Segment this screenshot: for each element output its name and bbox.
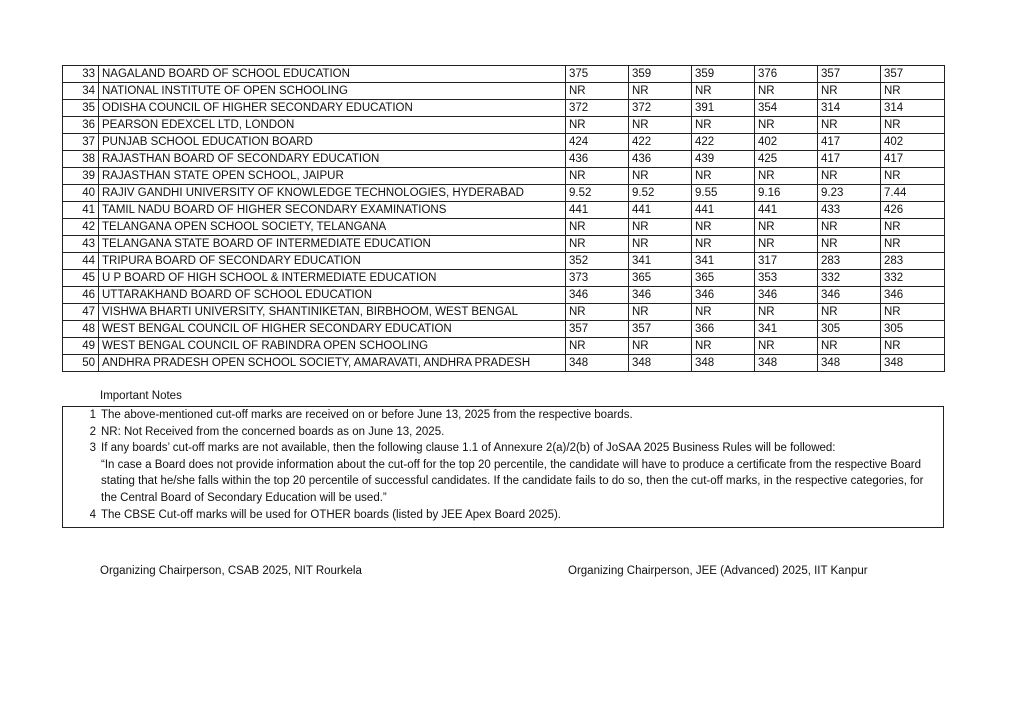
cutoff-value: 365 [629, 270, 692, 287]
cutoff-value: 341 [755, 321, 818, 338]
cutoff-value: 346 [755, 287, 818, 304]
table-row [63, 338, 945, 355]
cutoff-value: NR [818, 338, 881, 355]
note-number: 1 [89, 409, 96, 421]
cutoff-value: NR [755, 304, 818, 321]
note-number: 2 [89, 425, 96, 438]
serial-number: 45 [63, 270, 99, 287]
serial-number: 42 [63, 219, 99, 236]
serial-number: 37 [63, 134, 99, 151]
signature-right: Organizing Chairperson, JEE (Advanced) 2025, IIT Kanpur [568, 565, 868, 577]
note-item [63, 507, 943, 524]
serial-number: 38 [63, 151, 99, 168]
cutoff-value: 354 [755, 100, 818, 117]
serial-number: 43 [63, 236, 99, 253]
table-row [63, 134, 945, 151]
cutoff-value: 9.23 [818, 185, 881, 202]
cutoff-value: NR [692, 219, 755, 236]
board-name: TAMIL NADU BOARD OF HIGHER SECONDARY EXAMINATIONS [99, 202, 566, 219]
cutoff-value: 332 [818, 270, 881, 287]
cutoff-value: NR [881, 83, 945, 100]
cutoff-value: 402 [755, 134, 818, 151]
cutoff-value: 436 [629, 151, 692, 168]
cutoff-value: NR [755, 338, 818, 355]
table-row [63, 287, 945, 304]
board-name: RAJASTHAN STATE OPEN SCHOOL, JAIPUR [99, 168, 566, 185]
cutoff-value: NR [566, 304, 629, 321]
cutoff-value: NR [818, 236, 881, 253]
board-name: RAJIV GANDHI UNIVERSITY OF KNOWLEDGE TECHNOLOGIES, HYDERABAD [99, 185, 566, 202]
cutoff-value: 441 [629, 202, 692, 219]
table-row [63, 151, 945, 168]
cutoff-value: 402 [881, 134, 945, 151]
cutoff-value: NR [692, 168, 755, 185]
cutoff-value: 317 [755, 253, 818, 270]
cutoff-value: 348 [566, 355, 629, 372]
cutoff-value: 346 [881, 287, 945, 304]
cutoff-value: NR [629, 304, 692, 321]
cutoff-value: NR [629, 117, 692, 134]
cutoff-value: 433 [818, 202, 881, 219]
table-row [63, 202, 945, 219]
cutoff-value: NR [755, 236, 818, 253]
cutoff-value: NR [692, 117, 755, 134]
cutoff-value: 372 [629, 100, 692, 117]
table-row [63, 304, 945, 321]
notes-box [62, 406, 944, 528]
cutoff-value: 348 [818, 355, 881, 372]
serial-number: 44 [63, 253, 99, 270]
table-row [63, 66, 945, 83]
cutoff-value: NR [881, 304, 945, 321]
note-quote: “In case a Board does not provide information about the cut-off for the top 20 percentile, the candidate will have to produce a certificate from the respective Board stating that he/she falls within the top 20 percentile of successful candidates. If the candidate fails to do so, then the cut-off marks, in the respective categories, for the Central Board of Secondary Education will be used.” [101, 458, 924, 504]
cutoff-value: NR [818, 83, 881, 100]
cutoff-value: 417 [881, 151, 945, 168]
cutoff-table-body [63, 66, 945, 372]
cutoff-value: 346 [629, 287, 692, 304]
cutoff-value: NR [566, 236, 629, 253]
cutoff-value: 424 [566, 134, 629, 151]
board-name: UTTARAKHAND BOARD OF SCHOOL EDUCATION [99, 287, 566, 304]
board-name: ANDHRA PRADESH OPEN SCHOOL SOCIETY, AMARAVATI, ANDHRA PRADESH [99, 355, 566, 372]
serial-number: 47 [63, 304, 99, 321]
board-name: U P BOARD OF HIGH SCHOOL & INTERMEDIATE EDUCATION [99, 270, 566, 287]
board-name: TRIPURA BOARD OF SECONDARY EDUCATION [99, 253, 566, 270]
board-name: RAJASTHAN BOARD OF SECONDARY EDUCATION [99, 151, 566, 168]
cutoff-value: NR [881, 117, 945, 134]
table-row [63, 168, 945, 185]
cutoff-value: 9.52 [566, 185, 629, 202]
cutoff-value: NR [881, 219, 945, 236]
cutoff-value: 359 [629, 66, 692, 83]
cutoff-value: 314 [818, 100, 881, 117]
table-row [63, 270, 945, 287]
cutoff-value: 9.52 [629, 185, 692, 202]
table-row [63, 100, 945, 117]
note-item [63, 440, 943, 506]
serial-number: 39 [63, 168, 99, 185]
cutoff-value: NR [566, 338, 629, 355]
cutoff-value: 348 [692, 355, 755, 372]
note-item [63, 407, 943, 424]
signature-left: Organizing Chairperson, CSAB 2025, NIT Rourkela [100, 565, 362, 577]
cutoff-value: NR [629, 168, 692, 185]
cutoff-value: NR [755, 117, 818, 134]
note-body [101, 440, 943, 506]
serial-number: 41 [63, 202, 99, 219]
table-row [63, 355, 945, 372]
cutoff-value: NR [692, 236, 755, 253]
table-row [63, 236, 945, 253]
cutoff-value: 283 [881, 253, 945, 270]
serial-number: 48 [63, 321, 99, 338]
cutoff-value: NR [692, 83, 755, 100]
serial-number: 46 [63, 287, 99, 304]
cutoff-value: NR [566, 219, 629, 236]
table-row [63, 253, 945, 270]
cutoff-value: 417 [818, 151, 881, 168]
cutoff-value: NR [629, 83, 692, 100]
cutoff-value: 357 [818, 66, 881, 83]
cutoff-value: NR [692, 338, 755, 355]
cutoff-value: 341 [629, 253, 692, 270]
serial-number: 34 [63, 83, 99, 100]
note-number: 4 [89, 508, 96, 521]
cutoff-value: NR [629, 219, 692, 236]
cutoff-value: 353 [755, 270, 818, 287]
cutoff-value: NR [692, 304, 755, 321]
table-row [63, 321, 945, 338]
cutoff-value: 346 [566, 287, 629, 304]
cutoff-value: NR [755, 219, 818, 236]
board-name: PUNJAB SCHOOL EDUCATION BOARD [99, 134, 566, 151]
board-name: VISHWA BHARTI UNIVERSITY, SHANTINIKETAN, BIRBHOOM, WEST BENGAL [99, 304, 566, 321]
serial-number: 50 [63, 355, 99, 372]
cutoff-value: 9.16 [755, 185, 818, 202]
table-row [63, 219, 945, 236]
cutoff-value: NR [818, 117, 881, 134]
cutoff-value: 365 [692, 270, 755, 287]
cutoff-value: 439 [692, 151, 755, 168]
cutoff-value: 305 [881, 321, 945, 338]
note-text: NR: Not Received from the concerned boards as on June 13, 2025. [101, 425, 445, 438]
cutoff-value: NR [881, 338, 945, 355]
cutoff-value: 352 [566, 253, 629, 270]
note-text: The above-mentioned cut-off marks are received on or before June 13, 2025 from the respective boards. [101, 409, 633, 421]
cutoff-value: 375 [566, 66, 629, 83]
board-name: PEARSON EDEXCEL LTD, LONDON [99, 117, 566, 134]
cutoff-value: 373 [566, 270, 629, 287]
cutoff-value: 346 [692, 287, 755, 304]
board-name: NATIONAL INSTITUTE OF OPEN SCHOOLING [99, 83, 566, 100]
cutoff-value: 357 [629, 321, 692, 338]
note-number: 3 [89, 442, 96, 455]
cutoff-value: 314 [881, 100, 945, 117]
serial-number: 36 [63, 117, 99, 134]
cutoff-value: NR [818, 219, 881, 236]
cutoff-value: NR [818, 168, 881, 185]
cutoff-value: 372 [566, 100, 629, 117]
serial-number: 33 [63, 66, 99, 83]
cutoff-value: NR [755, 168, 818, 185]
note-item [63, 424, 943, 441]
cutoff-value: NR [755, 83, 818, 100]
serial-number: 35 [63, 100, 99, 117]
cutoff-value: NR [629, 338, 692, 355]
cutoff-value: 417 [818, 134, 881, 151]
cutoff-value: 441 [755, 202, 818, 219]
serial-number: 40 [63, 185, 99, 202]
cutoff-value: 348 [881, 355, 945, 372]
notes-title: Important Notes [100, 390, 182, 402]
cutoff-value: 341 [692, 253, 755, 270]
cutoff-value: 422 [629, 134, 692, 151]
serial-number: 49 [63, 338, 99, 355]
cutoff-value: 426 [881, 202, 945, 219]
cutoff-value: 332 [881, 270, 945, 287]
cutoff-value: 348 [755, 355, 818, 372]
board-name: TELANGANA STATE BOARD OF INTERMEDIATE EDUCATION [99, 236, 566, 253]
board-name: WEST BENGAL COUNCIL OF RABINDRA OPEN SCHOOLING [99, 338, 566, 355]
board-name: ODISHA COUNCIL OF HIGHER SECONDARY EDUCATION [99, 100, 566, 117]
cutoff-value: 357 [881, 66, 945, 83]
table-row [63, 185, 945, 202]
cutoff-value: NR [566, 117, 629, 134]
note-text: If any boards’ cut-off marks are not available, then the following clause 1.1 of Annexure 2(a)/2(b) of JoSAA 2025 Business Rules will be followed: [101, 442, 836, 455]
cutoff-value: 436 [566, 151, 629, 168]
cutoff-value: NR [881, 236, 945, 253]
table-row [63, 83, 945, 100]
cutoff-value: 366 [692, 321, 755, 338]
note-text: The CBSE Cut-off marks will be used for OTHER boards (listed by JEE Apex Board 2025). [101, 508, 561, 521]
cutoff-value: 283 [818, 253, 881, 270]
cutoff-value: 441 [692, 202, 755, 219]
cutoff-value: NR [818, 304, 881, 321]
cutoff-value: 9.55 [692, 185, 755, 202]
cutoff-table [62, 65, 945, 372]
cutoff-value: 376 [755, 66, 818, 83]
cutoff-value: 359 [692, 66, 755, 83]
board-name: NAGALAND BOARD OF SCHOOL EDUCATION [99, 66, 566, 83]
board-name: WEST BENGAL COUNCIL OF HIGHER SECONDARY EDUCATION [99, 321, 566, 338]
cutoff-value: 425 [755, 151, 818, 168]
cutoff-value: NR [629, 236, 692, 253]
cutoff-value: NR [566, 83, 629, 100]
cutoff-value: 7.44 [881, 185, 945, 202]
cutoff-value: 348 [629, 355, 692, 372]
cutoff-value: 422 [692, 134, 755, 151]
cutoff-value: 346 [818, 287, 881, 304]
board-name: TELANGANA OPEN SCHOOL SOCIETY, TELANGANA [99, 219, 566, 236]
cutoff-value: 391 [692, 100, 755, 117]
cutoff-value: NR [566, 168, 629, 185]
table-row [63, 117, 945, 134]
cutoff-value: NR [881, 168, 945, 185]
cutoff-value: 441 [566, 202, 629, 219]
cutoff-value: 305 [818, 321, 881, 338]
cutoff-value: 357 [566, 321, 629, 338]
